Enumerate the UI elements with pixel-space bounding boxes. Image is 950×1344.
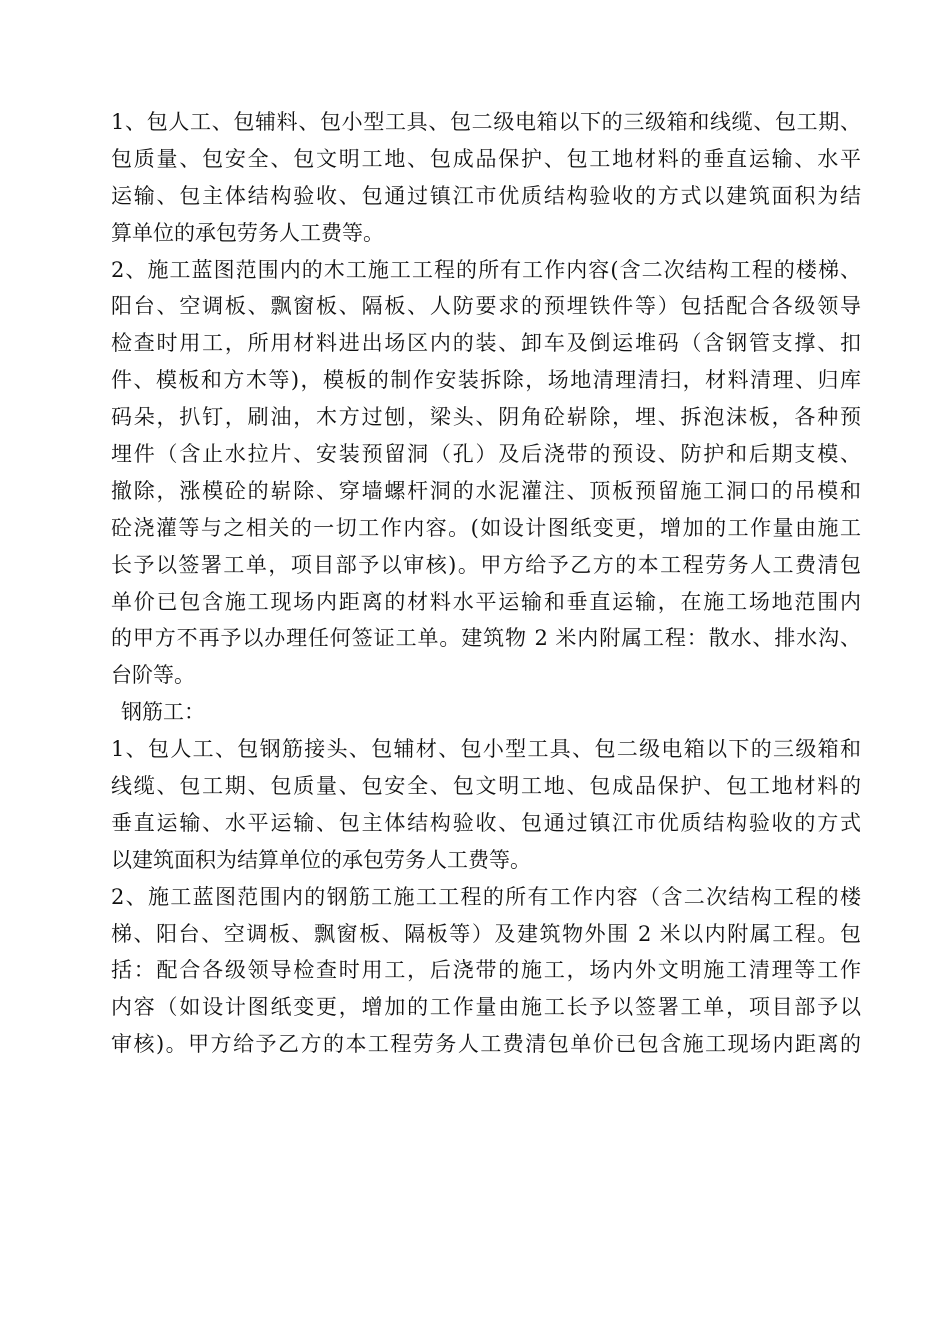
text-line: 1、包人工、包钢筋接头、包辅材、包小型工具、包二级电箱以下的三级箱和 [111, 737, 861, 762]
text-line: 以建筑面积为结算单位的承包劳务人工费等。 [111, 847, 531, 872]
text-line: 2、施工蓝图范围内的钢筋工施工工程的所有工作内容（含二次结构工程的楼 [111, 884, 861, 909]
text-line: 2、施工蓝图范围内的木工施工工程的所有工作内容(含二次结构工程的楼梯、 [111, 257, 861, 282]
text-line: 长予以签署工单，项目部予以审核)。甲方给予乙方的本工程劳务人工费清包 [111, 552, 861, 577]
text-line: 撤除，涨模砼的崭除、穿墙螺杆洞的水泥灌注、顶板预留施工洞口的吊模和 [111, 478, 861, 503]
text-line: 埋件（含止水拉片、安装预留洞（孔）及后浇带的预设、防护和后期支模、 [111, 442, 861, 467]
document-body [111, 104, 861, 1063]
paragraph-3 [111, 731, 861, 879]
text-line: 运输、包主体结构验收、包通过镇江市优质结构验收的方式以建筑面积为结 [111, 183, 861, 208]
text-line: 内容（如设计图纸变更，增加的工作量由施工长予以签署工单，项目部予以 [111, 995, 861, 1020]
paragraph-1 [111, 104, 861, 252]
paragraph-2 [111, 252, 861, 695]
text-line: 检查时用工，所用材料进出场区内的装、卸车及倒运堆码（含钢管支撑、扣 [111, 331, 861, 356]
text-line: 码朵，扒钉，刷油，木方过刨，梁头、阴角砼崭除，埋、拆泡沫板，各种预 [111, 405, 861, 430]
text-line: 台阶等。 [111, 663, 195, 688]
section-heading-text: 钢筋工： [121, 700, 205, 725]
text-line: 包质量、包安全、包文明工地、包成品保护、包工地材料的垂直运输、水平 [111, 146, 861, 171]
text-line: 审核)。甲方给予乙方的本工程劳务人工费清包单价已包含施工现场内距离的 [111, 1032, 861, 1057]
text-line: 1、包人工、包辅料、包小型工具、包二级电箱以下的三级箱和线缆、包工期、 [111, 110, 861, 134]
section-heading [111, 694, 861, 731]
text-line: 梯、阳台、空调板、飘窗板、隔板等）及建筑物外围 2 米以内附属工程。包 [111, 921, 861, 946]
text-line: 砼浇灌等与之相关的一切工作内容。(如设计图纸变更，增加的工作量由施工 [111, 515, 861, 540]
text-line: 件、模板和方木等)，模板的制作安装拆除，场地清理清扫，材料清理、归库 [111, 368, 861, 393]
text-line: 括：配合各级领导检查时用工，后浇带的施工，场内外文明施工清理等工作 [111, 958, 861, 983]
text-line: 的甲方不再予以办理任何签证工单。建筑物 2 米内附属工程：散水、排水沟、 [111, 626, 861, 651]
text-line: 单价已包含施工现场内距离的材料水平运输和垂直运输，在施工场地范围内 [111, 589, 861, 614]
text-line: 阳台、空调板、飘窗板、隔板、人防要求的预埋铁件等）包括配合各级领导 [111, 294, 861, 319]
text-line: 线缆、包工期、包质量、包安全、包文明工地、包成品保护、包工地材料的 [111, 774, 861, 799]
text-line: 算单位的承包劳务人工费等。 [111, 220, 384, 245]
paragraph-4 [111, 879, 861, 1063]
text-line: 垂直运输、水平运输、包主体结构验收、包通过镇江市优质结构验收的方式 [111, 810, 861, 835]
